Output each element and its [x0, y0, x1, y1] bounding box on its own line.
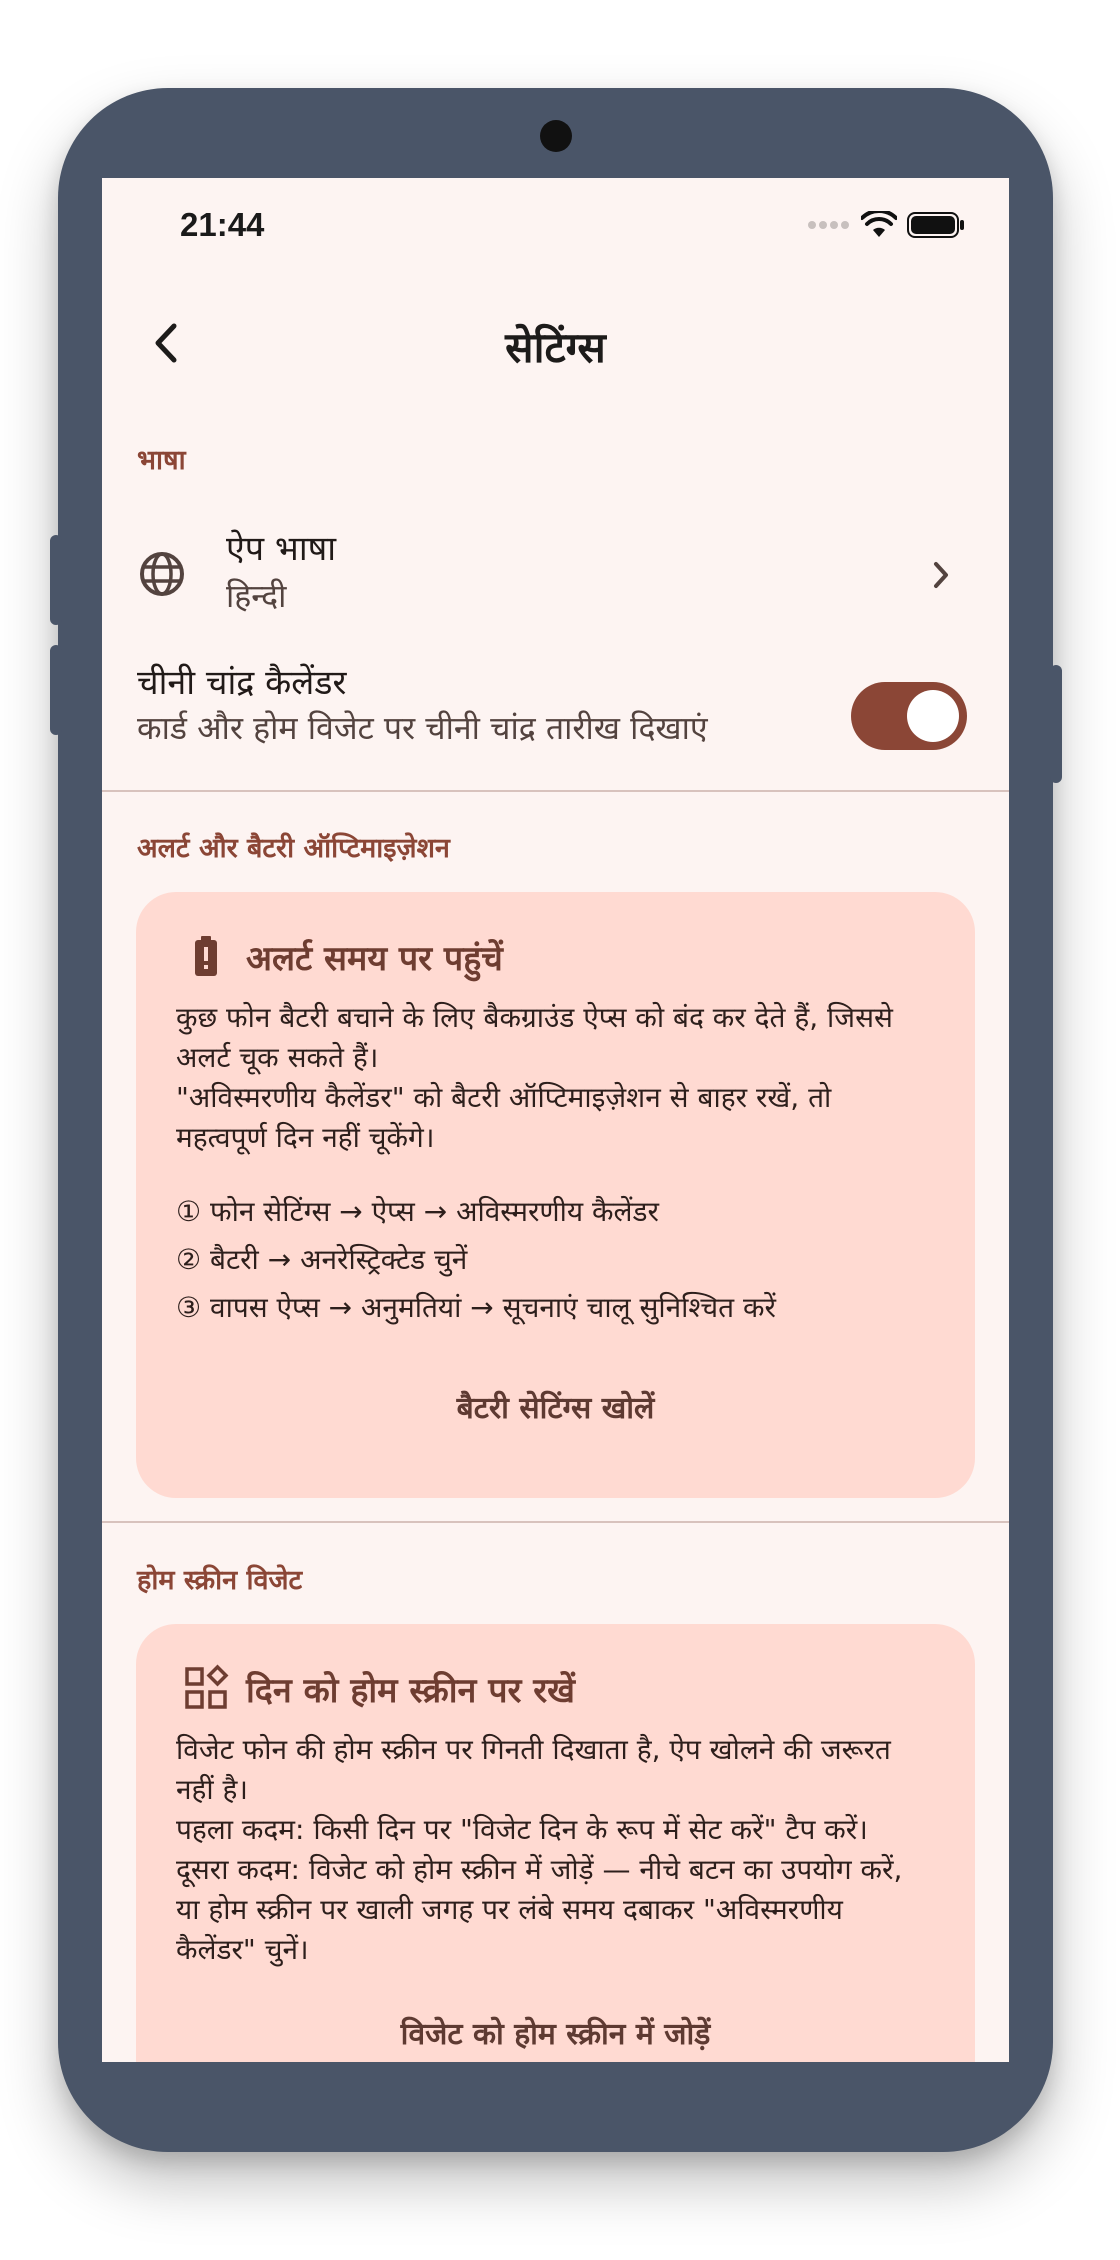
battery-alert-icon	[182, 932, 230, 980]
body-line: पहला कदम: किसी दिन पर "विजेट दिन के रूप में सेट करें" टैप करें।	[176, 1813, 868, 1846]
power-button	[1050, 665, 1062, 783]
volume-down-button	[50, 645, 62, 735]
battery-step-1: ① फोन सेटिंग्स → ऐप्स → अविस्मरणीय कैलेंडर	[176, 1195, 659, 1228]
body-line: नहीं है।	[176, 1773, 249, 1806]
battery-card	[136, 892, 975, 1498]
body-line: कैलेंडर" चुनें।	[176, 1933, 309, 1966]
add-widget-button[interactable]: विजेट को होम स्क्रीन में जोड़ें	[400, 2017, 711, 2052]
divider	[102, 1521, 1009, 1523]
status-time: 21:44	[180, 206, 265, 243]
app-language-row[interactable]	[102, 508, 1009, 638]
lunar-calendar-subtitle: कार्ड और होम विजेट पर चीनी चांद्र तारीख दिखाएं	[137, 709, 708, 747]
status-icons	[807, 210, 965, 240]
battery-icon	[907, 212, 965, 238]
body-line: "अविस्मरणीय कैलेंडर" को बैटरी ऑप्टिमाइज़ेशन से बाहर रखें, तो	[176, 1081, 832, 1114]
volume-up-button	[50, 535, 62, 625]
section-label-language: भाषा	[137, 445, 186, 476]
wifi-icon	[861, 211, 897, 239]
open-battery-settings-button[interactable]: बैटरी सेटिंग्स खोलें	[456, 1391, 655, 1426]
page-title: सेटिंग्स	[505, 323, 606, 372]
widget-card-body	[176, 1730, 935, 1970]
app-language-value: हिन्दी	[226, 577, 287, 615]
section-label-battery: अलर्ट और बैटरी ऑप्टिमाइज़ेशन	[137, 833, 450, 864]
front-camera	[540, 120, 572, 152]
body-line: अलर्ट चूक सकते हैं।	[176, 1041, 379, 1074]
screen	[102, 178, 1009, 2062]
lunar-calendar-toggle[interactable]	[851, 682, 967, 750]
globe-icon	[138, 550, 186, 598]
body-line: महत्वपूर्ण दिन नहीं चूकेंगे।	[176, 1121, 435, 1154]
battery-step-3: ③ वापस ऐप्स → अनुमतियां → सूचनाएं चालू सुनिश्चित करें	[176, 1291, 776, 1324]
lunar-calendar-title: चीनी चांद्र कैलेंडर	[137, 663, 347, 703]
widget-card-title: दिन को होम स्क्रीन पर रखें	[246, 1671, 575, 1711]
app-bar	[102, 278, 1009, 408]
body-line: या होम स्क्रीन पर खाली जगह पर लंबे समय दबाकर "अविस्मरणीय	[176, 1893, 843, 1926]
widget-card	[136, 1624, 975, 2062]
section-label-widget: होम स्क्रीन विजेट	[137, 1565, 303, 1596]
signal-dots-icon	[807, 220, 851, 230]
widgets-icon	[182, 1664, 230, 1712]
chevron-right-icon	[926, 558, 956, 592]
status-bar	[102, 178, 1009, 274]
body-line: विजेट फोन की होम स्क्रीन पर गिनती दिखाता है, ऐप खोलने की जरूरत	[176, 1733, 891, 1766]
app-language-title: ऐप भाषा	[226, 529, 337, 569]
battery-card-title: अलर्ट समय पर पहुंचें	[246, 939, 503, 979]
body-line: कुछ फोन बैटरी बचाने के लिए बैकग्राउंड ऐप्स को बंद कर देते हैं, जिससे	[176, 1001, 893, 1034]
body-line: दूसरा कदम: विजेट को होम स्क्रीन में जोड़ें — नीचे बटन का उपयोग करें,	[176, 1853, 903, 1886]
battery-card-body	[176, 998, 935, 1158]
divider	[102, 790, 1009, 792]
battery-step-2: ② बैटरी → अनरेस्ट्रिक्टेड चुनें	[176, 1243, 468, 1276]
toggle-knob	[907, 690, 959, 742]
